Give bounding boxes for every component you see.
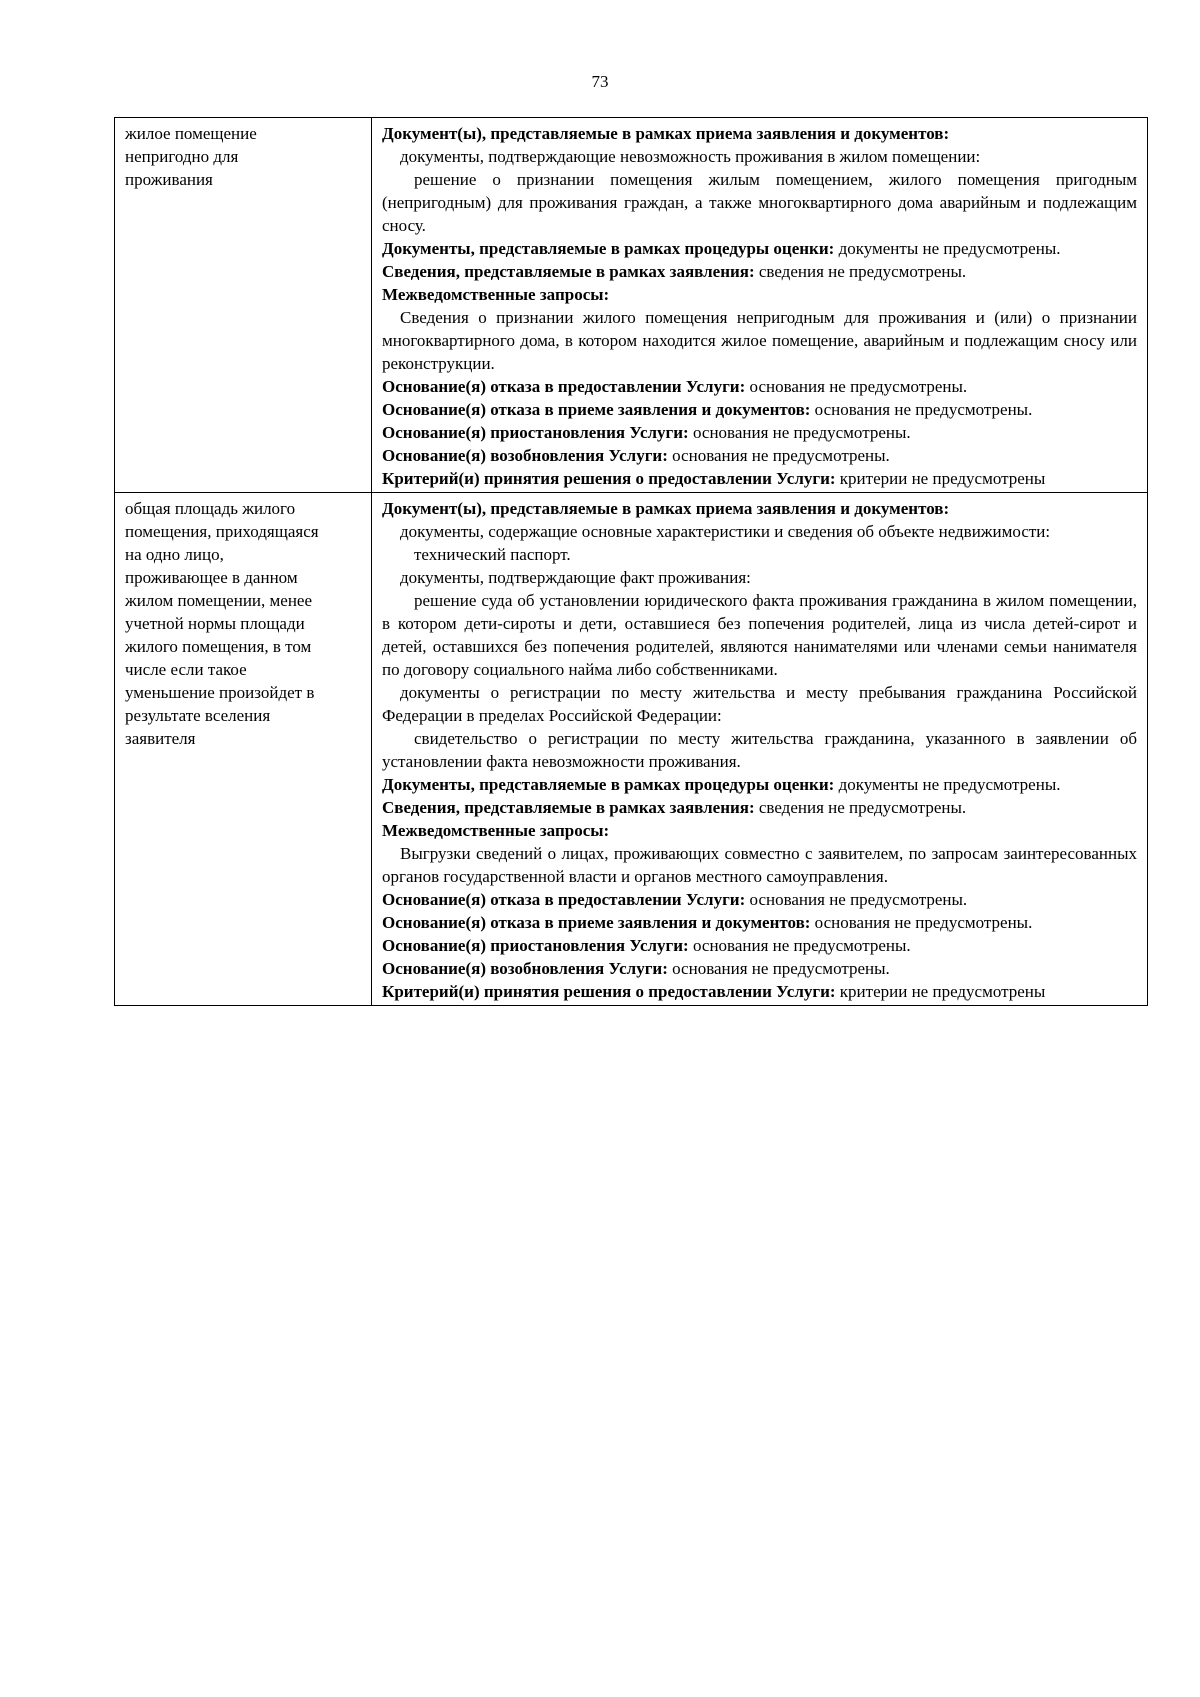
entry-text: документы не предусмотрены.	[834, 775, 1061, 794]
entry-text: технический паспорт.	[414, 545, 571, 564]
requirement-entry	[382, 467, 1137, 490]
requirement-entry	[382, 421, 1137, 444]
condition-cell	[115, 493, 372, 1006]
entry-text: сведения не предусмотрены.	[754, 798, 967, 817]
entry-heading: Основание(я) отказа в приеме заявления и документов:	[382, 913, 811, 932]
entry-text: критерии не предусмотрены	[835, 469, 1046, 488]
requirement-entry	[382, 543, 1137, 566]
condition-cell	[115, 118, 372, 493]
entry-text: Сведения о признании жилого помещения непригодным для проживания и (или) о признании многоквартирного дома, в котором находится жилое помещение, аварийным и подлежащим сносу или реконструкции.	[382, 308, 1137, 373]
condition-text: жилое помещение непригодно для проживания	[125, 124, 257, 189]
entry-heading: Документы, представляемые в рамках процедуры оценки:	[382, 775, 835, 794]
entry-text: документы о регистрации по месту жительства и месту пребывания гражданина Российской Федерации в пределах Российской Федерации:	[382, 683, 1137, 725]
entry-heading: Основание(я) отказа в приеме заявления и документов:	[382, 400, 811, 419]
entry-heading: Межведомственные запросы:	[382, 285, 610, 304]
entry-text: основания не предусмотрены.	[810, 913, 1033, 932]
entry-text: основания не предусмотрены.	[745, 890, 968, 909]
page-number: 73	[591, 72, 609, 91]
entry-text: документы, содержащие основные характеристики и сведения об объекте недвижимости:	[400, 522, 1051, 541]
requirement-entry	[382, 375, 1137, 398]
entry-heading: Документ(ы), представляемые в рамках приема заявления и документов:	[382, 124, 950, 143]
requirement-entry	[382, 168, 1137, 237]
entry-heading: Межведомственные запросы:	[382, 821, 610, 840]
entry-text: Выгрузки сведений о лицах, проживающих совместно с заявителем, по запросам заинтересованных органов государственной власти и органов местного самоуправления.	[382, 844, 1137, 886]
requirement-entry	[382, 520, 1137, 543]
requirement-entry	[382, 842, 1137, 888]
entry-heading: Сведения, представляемые в рамках заявления:	[382, 798, 755, 817]
requirement-entry	[382, 122, 1137, 145]
entry-heading: Основание(я) возобновления Услуги:	[382, 446, 668, 465]
entry-text: основания не предусмотрены.	[745, 377, 968, 396]
entry-text: решение суда об установлении юридического факта проживания гражданина в жилом помещении, в котором дети-сироты и дети, оставшиеся без попечения родителей, лица из числа детей-сирот и детей, оставшихся без попечения родителей, являются нанимателями или членами семьи нанимателя по договору социального найма либо собственниками.	[382, 591, 1137, 679]
requirement-entry	[382, 283, 1137, 306]
entry-text: свидетельство о регистрации по месту жительства гражданина, указанного в заявлении об установлении факта невозможности проживания.	[382, 729, 1137, 771]
requirement-entry	[382, 681, 1137, 727]
entry-heading: Основание(я) приостановления Услуги:	[382, 936, 689, 955]
requirement-entry	[382, 444, 1137, 467]
entry-text: основания не предусмотрены.	[688, 936, 911, 955]
entry-heading: Документы, представляемые в рамках процедуры оценки:	[382, 239, 835, 258]
entry-text: документы, подтверждающие невозможность проживания в жилом помещении:	[400, 147, 981, 166]
requirement-entry	[382, 934, 1137, 957]
requirement-entry	[382, 888, 1137, 911]
entry-text: сведения не предусмотрены.	[754, 262, 967, 281]
entry-heading: Критерий(и) принятия решения о предоставлении Услуги:	[382, 982, 836, 1001]
table-row	[115, 118, 1148, 493]
requirement-entry	[382, 980, 1137, 1003]
entry-text: основания не предусмотрены.	[667, 959, 890, 978]
requirements-cell	[372, 493, 1148, 1006]
requirement-entry	[382, 727, 1137, 773]
requirement-entry	[382, 773, 1137, 796]
entry-heading: Основание(я) возобновления Услуги:	[382, 959, 668, 978]
entry-text: основания не предусмотрены.	[810, 400, 1033, 419]
requirement-entry	[382, 589, 1137, 681]
requirement-entry	[382, 957, 1137, 980]
requirement-entry	[382, 497, 1137, 520]
requirement-entry	[382, 796, 1137, 819]
entry-text: решение о признании помещения жилым помещением, жилого помещения пригодным (непригодным) для проживания граждан, а также многоквартирного дома аварийным и подлежащим сносу.	[382, 170, 1137, 235]
requirement-entry	[382, 398, 1137, 421]
entry-heading: Документ(ы), представляемые в рамках приема заявления и документов:	[382, 499, 950, 518]
requirements-cell	[372, 118, 1148, 493]
entry-text: основания не предусмотрены.	[667, 446, 890, 465]
table-row	[115, 493, 1148, 1006]
entry-heading: Основание(я) отказа в предоставлении Услуги:	[382, 890, 746, 909]
entry-text: основания не предусмотрены.	[688, 423, 911, 442]
document-table	[114, 117, 1148, 1006]
entry-text: критерии не предусмотрены	[835, 982, 1046, 1001]
requirement-entry	[382, 237, 1137, 260]
requirement-entry	[382, 260, 1137, 283]
entry-text: документы, подтверждающие факт проживания:	[400, 568, 751, 587]
requirement-entry	[382, 911, 1137, 934]
requirement-entry	[382, 145, 1137, 168]
requirement-entry	[382, 566, 1137, 589]
entry-heading: Основание(я) приостановления Услуги:	[382, 423, 689, 442]
entry-text: документы не предусмотрены.	[834, 239, 1061, 258]
table-body	[115, 118, 1148, 1006]
entry-heading: Критерий(и) принятия решения о предоставлении Услуги:	[382, 469, 836, 488]
condition-text: общая площадь жилого помещения, приходящаяся на одно лицо, проживающее в данном жилом помещении, менее учетной нормы площади жилого помещения, в том числе если такое уменьшение произойдет в результате вселения заявителя	[125, 499, 319, 748]
entry-heading: Сведения, представляемые в рамках заявления:	[382, 262, 755, 281]
entry-heading: Основание(я) отказа в предоставлении Услуги:	[382, 377, 746, 396]
requirement-entry	[382, 306, 1137, 375]
requirement-entry	[382, 819, 1137, 842]
